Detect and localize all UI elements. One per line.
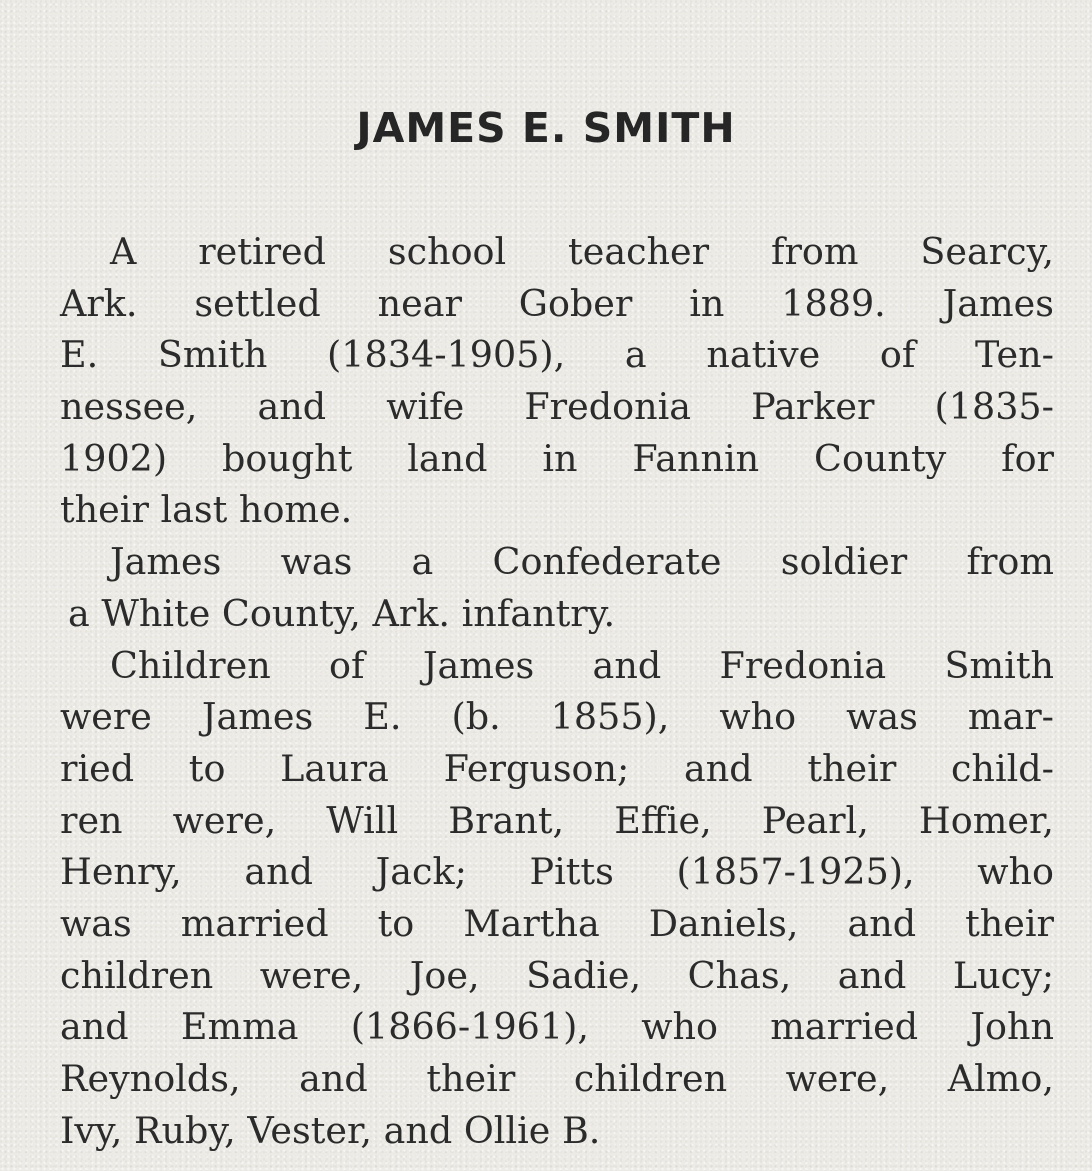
paragraph-line: ried to Laura Ferguson; and their child- — [60, 746, 1054, 790]
paragraph-line: nessee, and wife Fredonia Parker (1835- — [60, 385, 1054, 429]
paragraph-line: E. Smith (1834-1905), a native of Ten- — [60, 333, 1054, 377]
article-title: JAMES E. SMITH — [356, 104, 736, 152]
paragraph-line: Henry, and Jack; Pitts (1857-1925), who — [60, 850, 1054, 894]
paragraph-line: Children of James and Fredonia Smith — [110, 643, 1054, 687]
paragraph-line: Reynolds, and their children were, Almo, — [60, 1057, 1054, 1100]
paragraph-line: Ark. settled near Gober in 1889. James — [60, 281, 1054, 325]
paragraph-line: children were, Joe, Sadie, Chas, and Lucy; — [60, 953, 1054, 997]
paragraph-line: their last home. — [60, 488, 353, 532]
paragraph-line: ren were, Will Brant, Effie, Pearl, Homer, — [60, 798, 1054, 842]
paragraph-line: was married to Martha Daniels, and their — [60, 901, 1054, 945]
paragraph-line: Ivy, Ruby, Vester, and Ollie B. — [60, 1108, 601, 1152]
paragraph-line: 1902) bought land in Fannin County for — [60, 436, 1054, 480]
paragraph-line: and Emma (1866-1961), who married John — [60, 1005, 1054, 1049]
paragraph-line: James was a Confederate soldier from — [110, 540, 1054, 584]
paragraph-line: A retired school teacher from Searcy, — [110, 230, 1054, 273]
paragraph-line: a White County, Ark. infantry. — [68, 591, 616, 635]
article-body — [60, 226, 1054, 1156]
paragraph-line: were James E. (b. 1855), who was mar- — [60, 695, 1054, 739]
